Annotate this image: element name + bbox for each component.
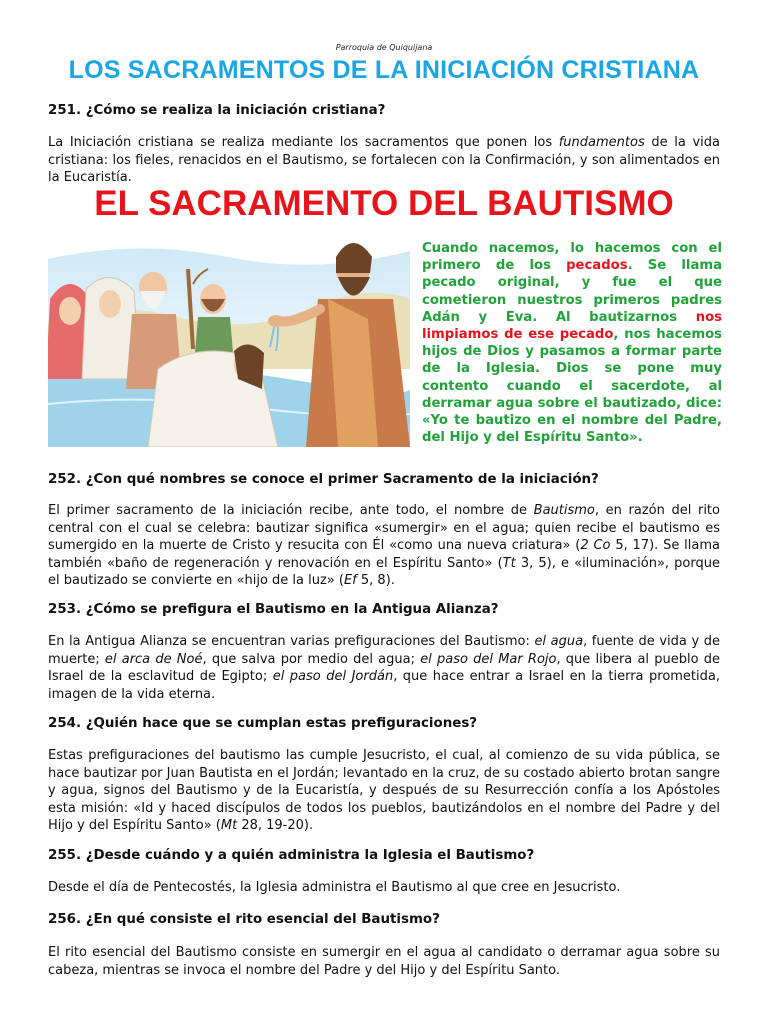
question-251: 251. ¿Cómo se realiza la iniciación cristiana? <box>48 103 386 118</box>
page-title: LOS SACRAMENTOS DE LA INICIACIÓN CRISTIANA <box>68 56 700 84</box>
answer-252: El primer sacramento de la iniciación recibe, ante todo, el nombre de Bautismo, en razón del rito central con el cual se celebra: bautizar significa «sumergir» en el agua; quien recibe el bautismo es sumergido en la muerte de Cristo y resucita con Él «como una nueva criatura» (2 Co 5, 17). Se llama también «baño de regeneración y renovación en el Espíritu Santo» (Tt 3, 5), e «iluminación», porque el bautizado se convierte en «hijo de la luz» (Ef 5, 8). <box>48 503 721 588</box>
section-title: EL SACRAMENTO DEL BAUTISMO <box>94 184 674 223</box>
parish-name: Parroquia de Quiquijana <box>335 43 433 52</box>
answer-256: El rito esencial del Bautismo consiste en sumergir en el agua al candidato o derramar agua sobre su cabeza, mientras se invoca el nombre del Padre y del Hijo y del Espíritu Santo. <box>48 945 720 978</box>
question-252: 252. ¿Con qué nombres se conoce el primer Sacramento de la iniciación? <box>48 472 599 487</box>
question-253: 253. ¿Cómo se prefigura el Bautismo en la Antigua Alianza? <box>48 602 499 617</box>
answer-253: En la Antigua Alianza se encuentran varias prefiguraciones del Bautismo: el agua, fuente de vida y de muerte; el arca de Noé, que salva por medio del agua; el paso del Mar Rojo, que libera al pueblo de Israel de la esclavitud de Egipto; el paso del Jordán, que hace entrar a Israel en la tierra prometida, imagen de la vida eterna. <box>48 634 720 702</box>
question-254: 254. ¿Quién hace que se cumplan estas prefiguraciones? <box>48 716 478 731</box>
baptism-explanation: Cuando nacemos, lo hacemos con el primero de los pecados. Se llama pecado original, y fue el que cometieron nuestros primeros padres Adán y Eva. Al bautizarnos nos limpiamos de ese pecado, nos hacemos hijos de Dios y pasamos a formar parte de la Iglesia. Dios se pone muy contento cuando el sacerdote, al derramar agua sobre el bautizado, dice: «Yo te bautizo en el nombre del Padre, del Hijo y del Espíritu Santo». <box>422 241 722 446</box>
answer-254: Estas prefiguraciones del bautismo las cumple Jesucristo, el cual, al comienzo de su vida pública, se hace bautizar por Juan Bautista en el Jordán; levantado en la cruz, de su costado abierto brotan sangre y agua, signos del Bautismo y de la Eucaristía, y después de su Resurrección confía a los Apóstoles esta misión: «Id y haced discípulos de todos los pueblos, bautizándolos en el nombre del Padre y del Hijo y del Espíritu Santo» (Mt 28, 19-20). <box>48 748 720 833</box>
baptism-illustration <box>48 229 410 447</box>
question-255: 255. ¿Desde cuándo y a quién administra la Iglesia el Bautismo? <box>48 848 535 863</box>
answer-255: Desde el día de Pentecostés, la Iglesia administra el Bautismo al que cree en Jesucristo. <box>48 880 621 895</box>
answer-251: La Iniciación cristiana se realiza mediante los sacramentos que ponen los fundamentos de la vida cristiana: los fieles, renacidos en el Bautismo, se fortalecen con la Confirmación, y son alimentados en la Eucaristía. <box>48 135 720 185</box>
question-256: 256. ¿En qué consiste el rito esencial del Bautismo? <box>48 912 440 927</box>
